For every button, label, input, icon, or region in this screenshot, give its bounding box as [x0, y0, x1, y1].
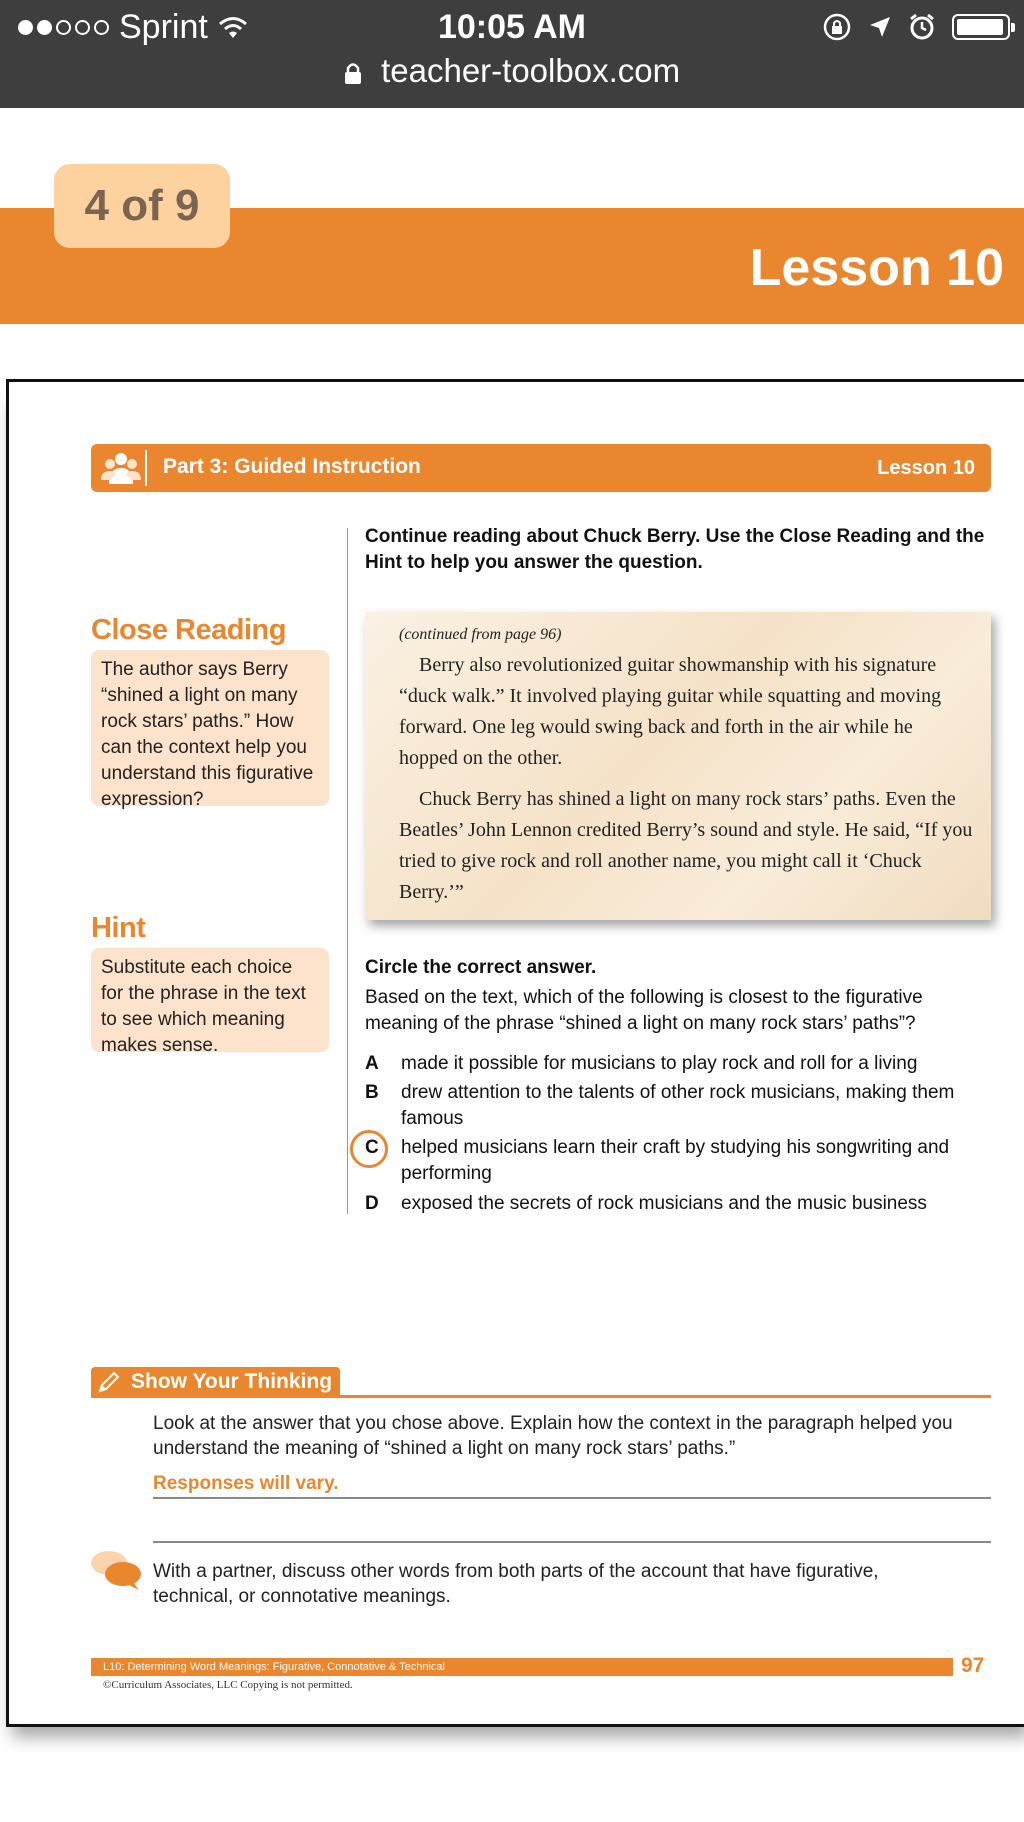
pencil-icon [97, 1370, 121, 1394]
status-bar [0, 0, 1024, 108]
passage-paragraph: Chuck Berry has shined a light on many rock stars’ paths. Even the Beatles’ John Lennon credited Berry’s sound and style. He said, “If you tried to give rock and roll another name, you might call it ‘Chuck Berry.’” [399, 788, 973, 903]
choice-text: made it possible for musicians to play rock and roll for a living [401, 1053, 918, 1074]
choice-text: exposed the secrets of rock musicians and the music business [401, 1193, 927, 1214]
choice-letter: C [365, 1137, 379, 1158]
wifi-icon [218, 16, 248, 40]
signal-strength-icon [18, 20, 109, 35]
show-your-thinking-tab [91, 1367, 340, 1397]
hint-text: Substitute each choice for the phrase in the text to see which meaning makes sense. [101, 957, 306, 1056]
section-rule [91, 1395, 991, 1398]
document-page [6, 379, 1024, 1727]
choice-letter: A [365, 1053, 379, 1074]
copyright: ©Curriculum Associates, LLC Copying is not permitted. [103, 1679, 353, 1691]
hint-box [91, 948, 329, 1056]
battery-level [957, 19, 1003, 35]
clock: 10:05 AM [437, 8, 587, 46]
question-heading: Circle the correct answer. [365, 957, 597, 978]
thinking-response: Responses will vary. [153, 1473, 339, 1494]
close-reading-box [91, 650, 329, 810]
choice-letter: B [365, 1082, 379, 1103]
thinking-prompt: Look at the answer that you chose above. Explain how the context in the paragraph helped you understand the meaning of “shined a light on many rock stars’ paths.” [153, 1413, 953, 1459]
url-bar[interactable] [0, 52, 1024, 90]
section-header [91, 444, 991, 492]
battery-icon [952, 14, 1010, 40]
carrier-info [18, 8, 248, 47]
discussion-prompt: With a partner, discuss other words from both parts of the account that have figurative, technical, or connotative meanings. [153, 1561, 879, 1607]
status-icons [822, 12, 1010, 42]
footer-bar [91, 1658, 953, 1676]
choice-text: drew attention to the talents of other rock musicians, making them famous [401, 1082, 955, 1129]
hint-heading: Hint [91, 912, 146, 944]
group-icon [101, 450, 147, 486]
section-lesson: Lesson 10 [877, 457, 975, 479]
choice-letter: D [365, 1193, 379, 1214]
question-stem: Based on the text, which of the following is closest to the figurative meaning of the phrase “shined a light on many rock stars’ paths”? [365, 987, 923, 1034]
rotation-lock-icon [822, 12, 852, 42]
close-reading-text: The author says Berry “shined a light on many rock stars’ paths.” How can the context help you understand this figurative expression? [101, 659, 314, 810]
location-icon [868, 15, 892, 39]
passage-paragraph: Berry also revolutionized guitar showmanship with his signature “duck walk.” It involved playing guitar while squatting and moving forward. One leg would swing back and forth in the air while he hopped on the other. [399, 654, 942, 769]
page-number: 97 [961, 1654, 985, 1677]
page-indicator: 4 of 9 [54, 164, 230, 248]
close-reading-heading: Close Reading [91, 614, 286, 646]
lock-icon [344, 61, 362, 85]
lesson-title: Lesson 10 [749, 239, 1004, 297]
writing-line [153, 1541, 991, 1543]
url-text: teacher-toolbox.com [381, 52, 681, 89]
show-your-thinking-heading: Show Your Thinking [131, 1370, 333, 1393]
carrier-name: Sprint [119, 8, 208, 46]
column-divider [347, 528, 348, 1214]
section-title: Part 3: Guided Instruction [163, 455, 421, 478]
passage-continued-note: (continued from page 96) [399, 626, 562, 643]
footer-label: L10: Determining Word Meanings: Figurative, Connotative & Technical [103, 1661, 445, 1673]
writing-line [153, 1497, 991, 1499]
alarm-icon [908, 13, 936, 41]
choice-text: helped musicians learn their craft by studying his songwriting and performing [401, 1137, 950, 1184]
reading-passage [365, 612, 991, 920]
instruction-text: Continue reading about Chuck Berry. Use the Close Reading and the Hint to help you answer the question. [365, 526, 985, 573]
discussion-icon [89, 1549, 145, 1591]
